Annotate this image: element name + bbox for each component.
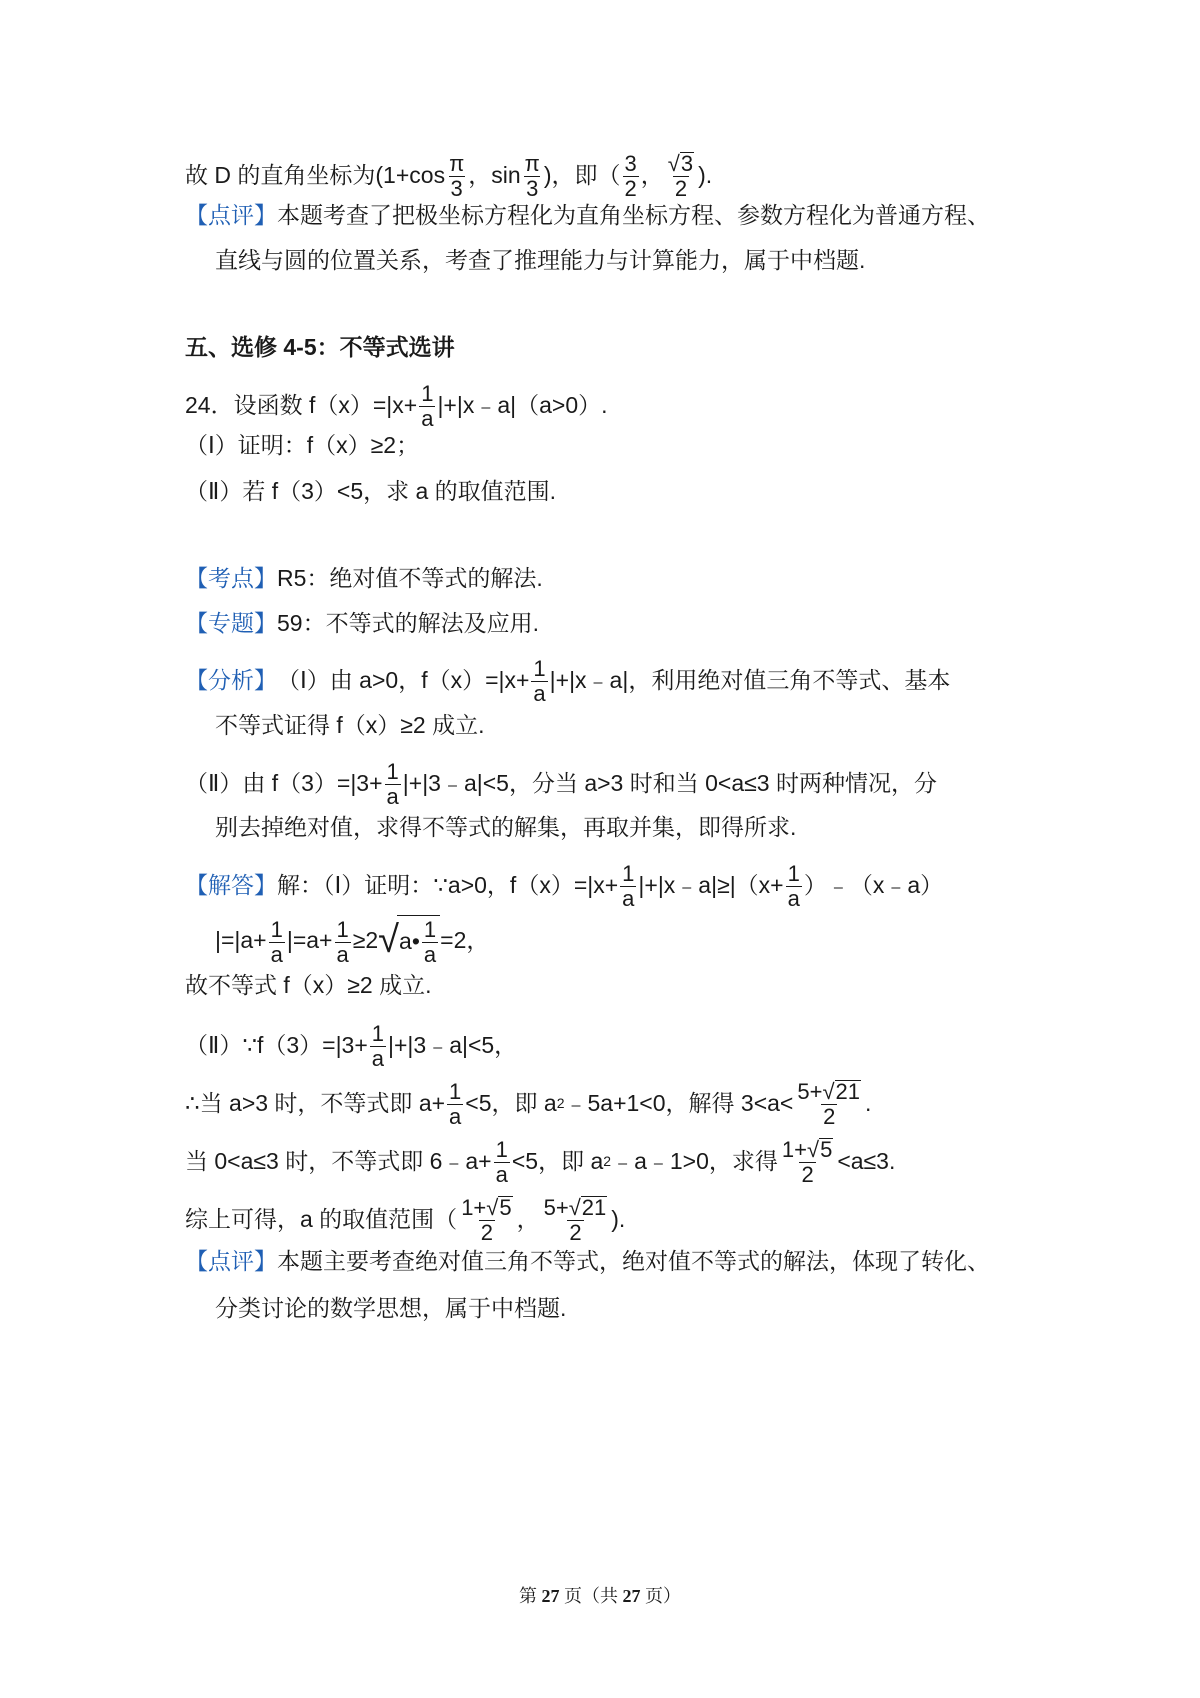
problem-part-1 [185,430,419,460]
fraction [459,1196,514,1245]
fraction [523,152,542,201]
numerator: 1 [270,916,283,942]
text: 当 0<a≤3 时，不等式即 6﹣a+ [185,1147,492,1174]
text: （Ⅱ）由 f（3）=|3+ [185,769,383,796]
denominator: 2 [823,1104,836,1129]
solution-line-1 [185,860,943,909]
radicand: 21 [835,1079,861,1104]
analysis-line-1 [185,655,950,704]
analysis-line-3 [185,758,937,807]
text: 5+ [543,1195,569,1220]
analysis-line-2 [215,710,484,740]
denominator: a [336,941,349,967]
numerator [666,152,696,176]
numerator: π [449,151,465,176]
numerator [780,1138,835,1162]
review2-line-2 [215,1293,566,1323]
zhuanti-line [185,608,539,638]
numerator: 1 [336,916,349,942]
text: 不等式证得 f（x）≥2 成立. [215,712,485,738]
text: |+|3﹣a|<5， [388,1031,518,1058]
text: |+|x﹣a|≥|（x+ [638,871,784,898]
text: <5，即 a [511,1147,604,1174]
sqrt: √ 5 [486,1195,512,1220]
denominator: a [622,886,635,911]
coordinate-line [185,150,712,199]
sqrt: √ 3 [667,151,694,176]
section-title-text: 五、选修 4-5：不等式选讲 [185,334,455,360]
numerator: 1 [787,861,800,886]
text: （Ⅰ）由 a>0，f（x）=|x+ [277,666,530,693]
text: 24．设函数 f（x）=|x+ [185,391,418,418]
denominator: a [270,941,283,967]
kaodian-tag: 【考点】 [185,565,277,591]
analysis-tag: 【分析】 [185,666,277,693]
text: sin [491,161,521,188]
page-total: 27 [622,1586,641,1606]
fraction [795,1080,863,1129]
fraction [620,862,636,911]
denominator: 3 [526,176,539,201]
numerator: 3 [624,151,637,176]
radicand: 5 [499,1195,512,1220]
text: |=|a+ [215,927,267,953]
text: （Ⅱ）若 f（3）<5，求 a 的取值范围. [185,478,557,504]
numerator: 1 [533,656,546,681]
text: 第 [519,1586,542,1606]
page-footer [0,1582,1200,1608]
fraction [447,152,466,201]
sqrt: √ 21 [822,1079,861,1104]
denominator: a [386,784,399,809]
review-text: 本题主要考查绝对值三角不等式，绝对值不等式的解法，体现了转化、 [277,1248,990,1274]
text: ﹣5a+1<0，解得 3<a< [564,1089,794,1116]
text: |+|x﹣a|（a>0）. [437,391,608,418]
fraction [494,1138,510,1187]
numerator: 1 [495,1137,508,1162]
review-tag: 【点评】 [185,202,277,228]
text: ）﹣（x﹣a） [803,871,944,898]
analysis-line-4 [215,812,796,842]
text: 1+ [781,1137,807,1162]
solution-line-6: 当 0<a≤3 时，不等式即 6﹣a+ $\frac{1}{a}$ <5，即 a 2 ﹣a﹣1>0，求得 1+ √ 5 2 <a≤3. [185,1137,896,1187]
solution-line-5: ∴当 a>3 时，不等式即 a+ $\frac{1}{a}$ <5，即 a 2 ﹣5a+1<0，解得 3<a< 5+ √ 21 2 . [185,1079,872,1129]
text: 故 D 的直角坐标为 [185,161,376,188]
text: R5：绝对值不等式的解法. [277,565,543,591]
review-text: 直线与圆的位置关系，考查了推理能力与计算能力，属于中档题. [215,247,866,273]
text: ). [698,161,713,188]
radicand: 21 [581,1195,607,1220]
text: 页） [640,1586,681,1606]
denominator: 3 [450,176,463,201]
text: <5，即 a [465,1089,557,1116]
numerator: π [524,151,540,176]
text: 故不等式 f（x）≥2 成立. [185,972,432,998]
review-text: 本题考查了把极坐标方程化为直角坐标方程、参数方程化为普通方程、 [277,202,990,228]
numerator [459,1196,514,1220]
problem-part-2 [185,476,556,506]
radicand: 5 [820,1137,833,1162]
text: |+|x﹣a|，利用绝对值三角不等式、基本 [549,666,951,693]
text: |=a+ [286,927,333,953]
denominator: 2 [674,176,688,201]
text: =2， [440,927,490,953]
text: 解：（Ⅰ）证明：∵a>0，f（x）=|x+ [277,871,619,898]
text: <a≤3. [837,1147,896,1174]
text: ﹣a﹣1>0，求得 [611,1147,778,1174]
denominator: a [449,1104,462,1129]
text: ， [468,161,492,188]
denominator: 2 [624,176,637,201]
page-number: 27 [541,1586,560,1606]
text: （Ⅱ）∵f（3）=|3+ [185,1031,368,1058]
text: (1+cos [375,161,446,188]
review-line-1 [185,200,990,230]
text: ∴当 a>3 时，不等式即 a+ [185,1089,446,1116]
denominator: a [421,406,434,431]
denominator: 2 [801,1162,814,1187]
denominator: 2 [480,1220,494,1245]
solution-line-2 [215,915,489,965]
solution-line-3 [185,970,431,1000]
text: 59：不等式的解法及应用. [277,610,539,636]
text: 页（共 [559,1586,623,1606]
sqrt: √ a • $\frac{1}{a}$ [378,915,440,965]
numerator [795,1080,863,1104]
fraction [666,152,696,201]
numerator: 1 [622,861,635,886]
numerator: 1 [371,1021,385,1046]
review2-line-1 [185,1246,990,1276]
section-title [185,332,455,362]
text: 综上可得，a 的取值范围（ [185,1205,458,1232]
numerator: 1 [423,917,437,942]
text: （Ⅰ）证明：f（x）≥2； [185,432,420,458]
text: . [865,1089,872,1116]
radicand [397,915,440,965]
zhuanti-tag: 【专题】 [185,610,277,636]
text: )，即（ [543,161,621,188]
text: ， [640,161,664,188]
review-line-2 [215,245,865,275]
kaodian-line [185,563,543,593]
review-tag: 【点评】 [185,1248,277,1274]
text: ≥2 [352,927,379,953]
fraction [531,657,547,706]
denominator: 2 [569,1220,582,1245]
fraction [623,152,639,201]
fraction [370,1022,386,1071]
text: ， [516,1205,540,1232]
problem-statement [185,380,608,429]
numerator: 1 [421,381,434,406]
text: 别去掉绝对值，求得不等式的解集，再取并集，即得所求. [215,814,797,840]
fraction [422,918,438,967]
text: 5+ [797,1079,823,1104]
text: • [411,927,420,954]
denominator: a [423,942,437,967]
fraction [385,760,401,809]
denominator: a [533,681,546,706]
solution-tag: 【解答】 [185,871,277,898]
numerator [542,1196,610,1220]
text: ). [611,1205,626,1232]
fraction [780,1138,835,1187]
sqrt: √ 5 [806,1137,833,1162]
fraction [447,1080,463,1129]
text: a [399,927,412,954]
radicand: 3 [680,151,694,176]
sqrt: √ 21 [568,1195,607,1220]
fraction [335,918,351,967]
denominator: a [787,886,800,911]
fraction [419,382,435,431]
fraction [269,918,285,967]
fraction [542,1196,610,1245]
text: 1+ [461,1195,487,1220]
text: |+|3﹣a|<5，分当 a>3 时和当 0<a≤3 时两种情况，分 [402,769,937,796]
numerator: 1 [386,759,399,784]
solution-line-7 [185,1194,625,1243]
fraction [786,862,802,911]
review-text: 分类讨论的数学思想，属于中档题. [215,1295,567,1321]
denominator: a [495,1162,508,1187]
solution-line-4 [185,1020,517,1069]
numerator: 1 [449,1079,462,1104]
denominator: a [371,1046,385,1071]
